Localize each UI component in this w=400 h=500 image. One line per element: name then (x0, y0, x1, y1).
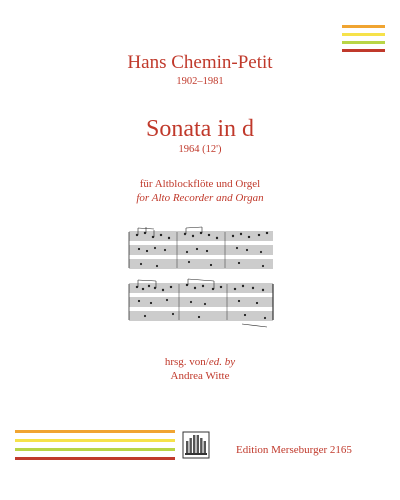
manuscript-score-excerpt-icon (127, 226, 275, 336)
publisher-edition: Edition Merseburger 2165 (236, 444, 352, 456)
stripe-orange (15, 430, 175, 433)
composer-name: Hans Chemin-Petit (127, 52, 273, 73)
organ-pipes-logo-icon (182, 431, 210, 459)
stripe-green (342, 41, 385, 44)
stripe-red (15, 457, 175, 460)
editor-credit-prefix (0, 356, 400, 368)
stripe-green (15, 448, 175, 451)
stripe-yellow (342, 33, 385, 36)
instrumentation-german: für Altblockflöte und Orgel (139, 178, 261, 190)
stripe-orange (342, 25, 385, 28)
composer-dates: 1902–1981 (176, 76, 224, 87)
editor-name: Andrea Witte (170, 370, 230, 382)
editor-prefix-german: hrsg. von/ (164, 356, 209, 368)
stripe-yellow (15, 439, 175, 442)
editor-prefix-english: ed. by (208, 356, 236, 368)
instrumentation-english: for Alto Recorder and Organ (136, 192, 264, 204)
bottom-color-stripes (15, 430, 175, 466)
work-year-duration: 1964 (12') (178, 144, 222, 155)
work-title: Sonata in d (146, 116, 254, 142)
